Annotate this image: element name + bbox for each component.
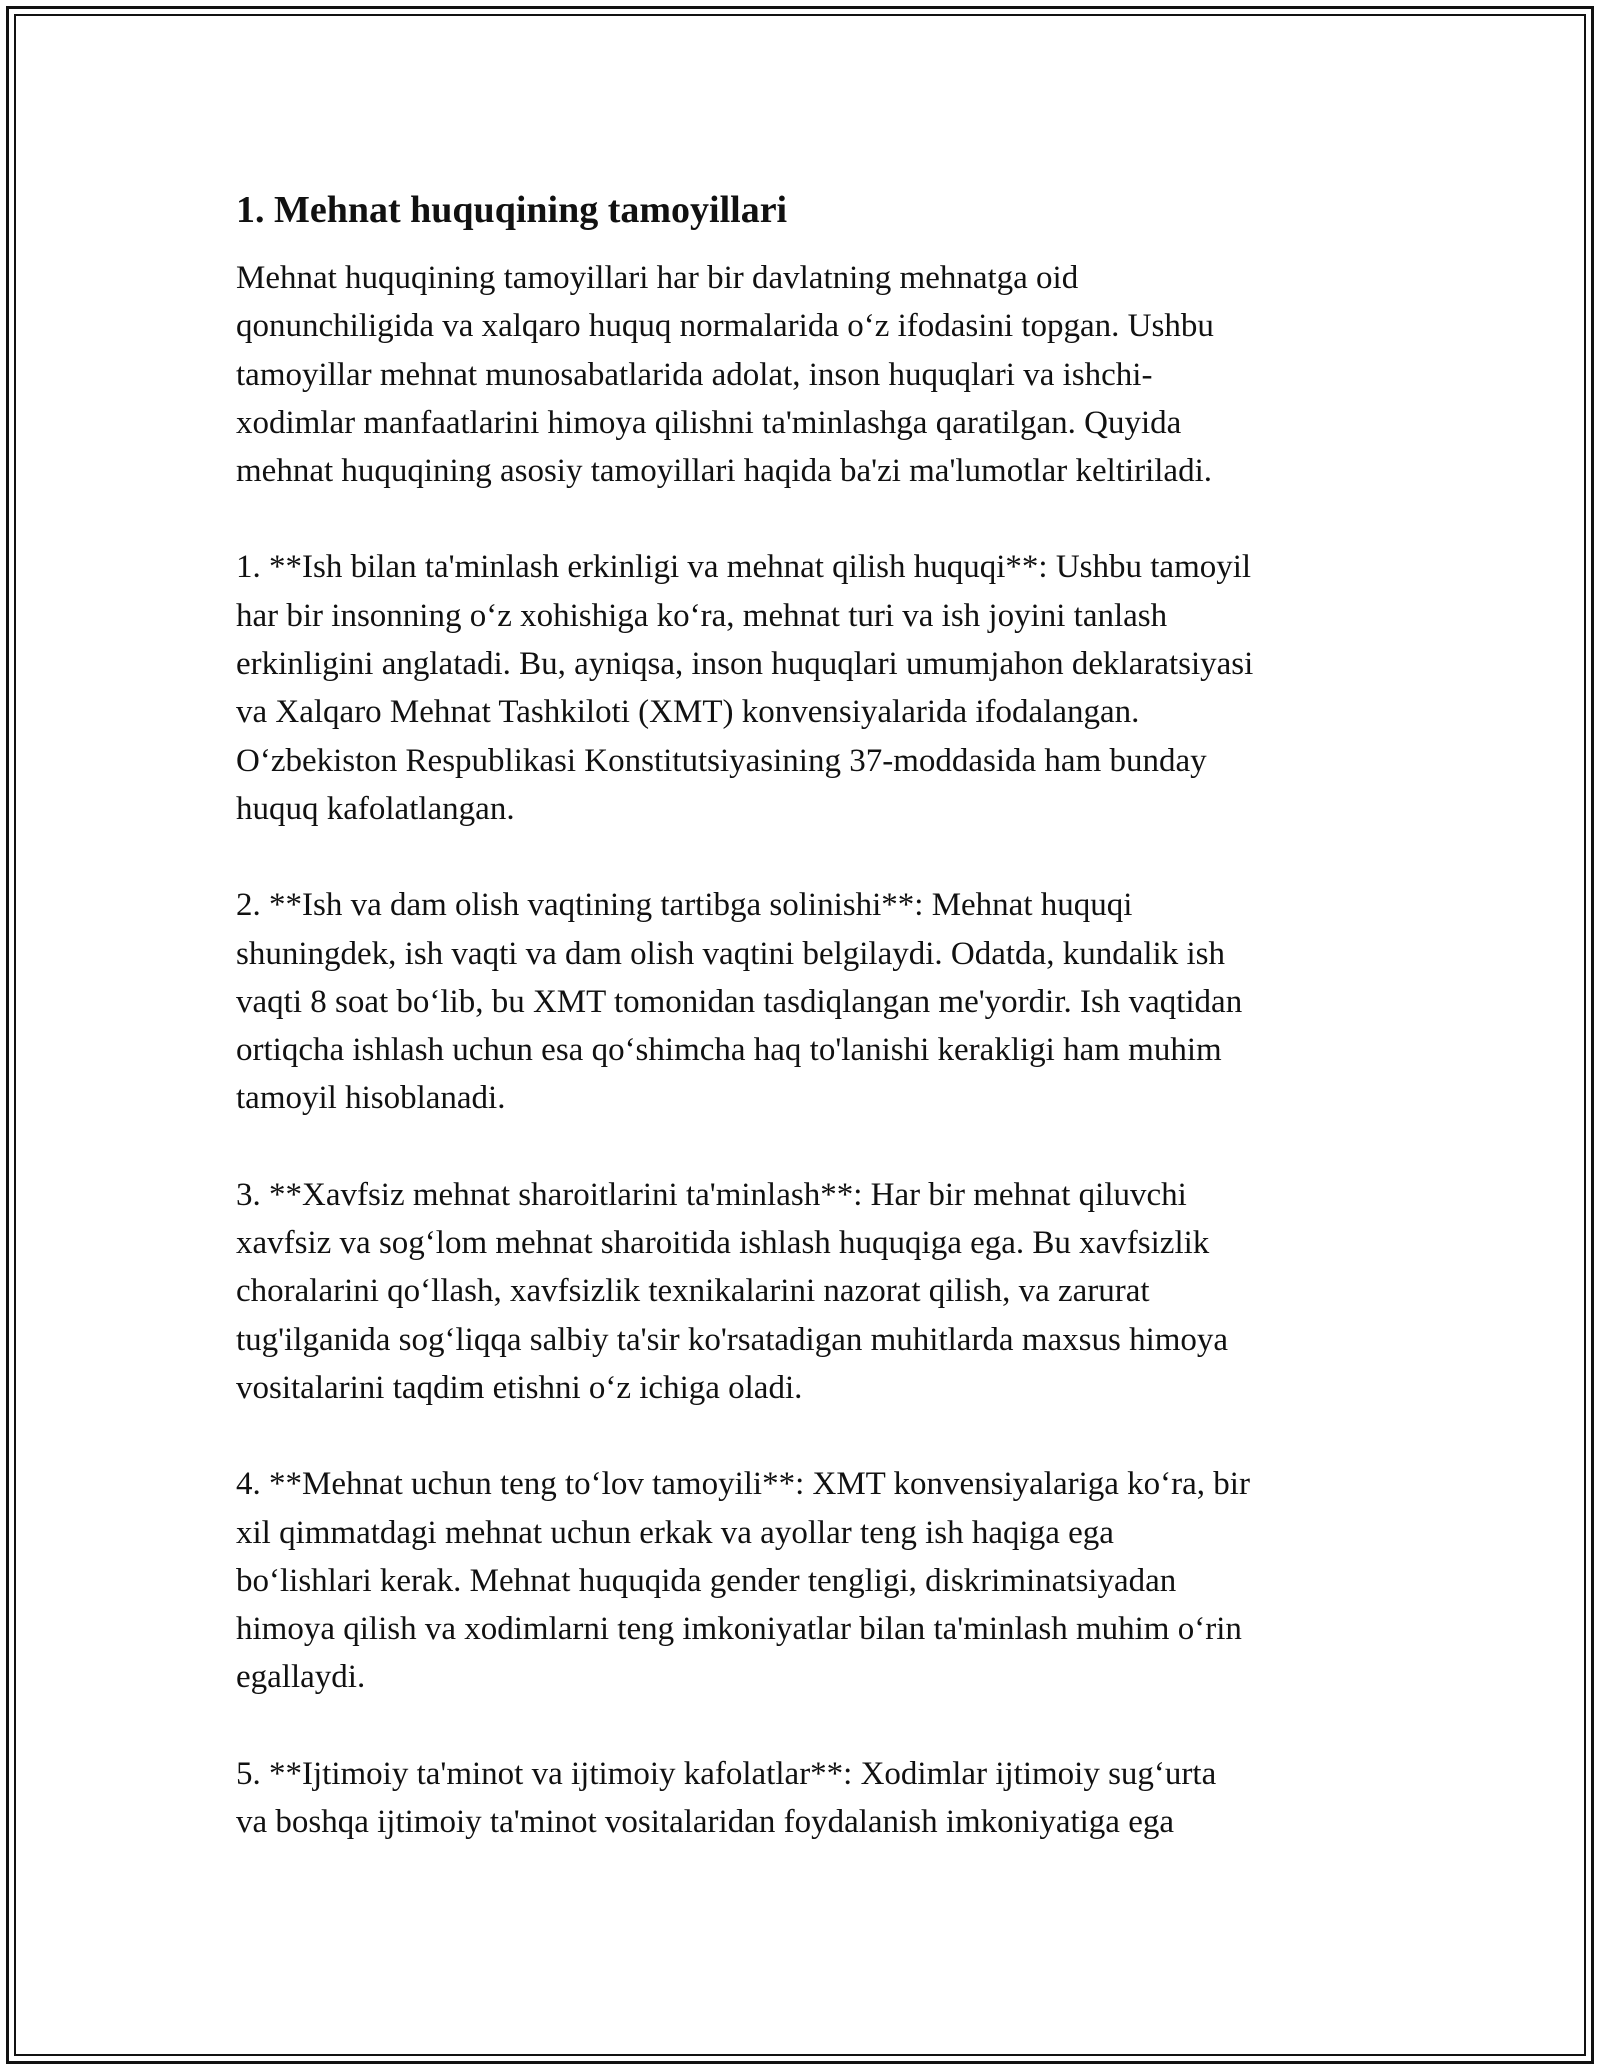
- principle-paragraph-2: 2. **Ish va dam olish vaqtining tartibga solinishi**: Mehnat huquqi shuningdek, ish vaqti va dam olish vaqtini belgilaydi. Odatda, kundalik ish vaqti 8 soat bo‘lib, bu XMT tomonidan tasdiqlangan me'yordir. Ish vaqtidan ortiqcha ishlash uchun esa qo‘shimcha haq to'lanishi kerakligi ham muhim tamoyil hisoblanadi.: [236, 887, 1243, 1117]
- principle-paragraph-4: 4. **Mehnat uchun teng to‘lov tamoyili**: XMT konvensiyalariga ko‘ra, bir xil qimmatdagi mehnat uchun erkak va ayollar teng ish haqiga ega bo‘lishlari kerak. Mehnat huquqida gender tengligi, diskriminatsiyadan himoya qilish va xodimlarni teng imkoniyatlar bilan ta'minlash muhim o‘rin egallaydi.: [236, 1466, 1250, 1696]
- principle-paragraph-1: 1. **Ish bilan ta'minlash erkinligi va mehnat qilish huquqi**: Ushbu tamoyil har bir insonning o‘z xohishiga ko‘ra, mehnat turi va ish joyini tanlash erkinligini anglatadi. Bu, ayniqsa, inson huquqlari umumjahon deklaratsiyasi va Xalqaro Mehnat Tashkiloti (XMT) konvensiyalarida ifodalangan. O‘zbekiston Respublikasi Konstitutsiyasining 37-moddasida ham bunday huquq kafolatlangan.: [236, 549, 1254, 827]
- intro-paragraph: Mehnat huquqining tamoyillari har bir davlatning mehnatga oid qonunchiligida va xalqaro huquq normalarida o‘z ifodasini topgan. Ushbu tamoyillar mehnat munosabatlarida adolat, inson huquqlari va ishchi- xodimlar manfaatlarini himoya qilishni ta'minlashga qaratilgan. Quyida mehnat huquqining asosiy tamoyillari haqida ba'zi ma'lumotlar keltiriladi.: [236, 260, 1214, 490]
- principle-paragraph-3: 3. **Xavfsiz mehnat sharoitlarini ta'minlash**: Har bir mehnat qiluvchi xavfsiz va sog‘lom mehnat sharoitida ishlash huquqiga ega. Bu xavfsizlik choralarini qo‘llash, xavfsizlik texnikalarini nazorat qilish, va zarurat tug'ilganida sog‘liqqa salbiy ta'sir ko'rsatadigan muhitlarda maxsus himoya vositalarini taqdim etishni o‘z ichiga oladi.: [236, 1176, 1229, 1406]
- document-body: [236, 186, 1376, 1846]
- principle-paragraph-5: 5. **Ijtimoiy ta'minot va ijtimoiy kafolatlar**: Xodimlar ijtimoiy sug‘urta va boshqa ijtimoiy ta'minot vositalaridan foydalanish imkoniyatiga ega: [236, 1755, 1217, 1841]
- section-heading: 1. Mehnat huquqining tamoyillari: [236, 189, 788, 231]
